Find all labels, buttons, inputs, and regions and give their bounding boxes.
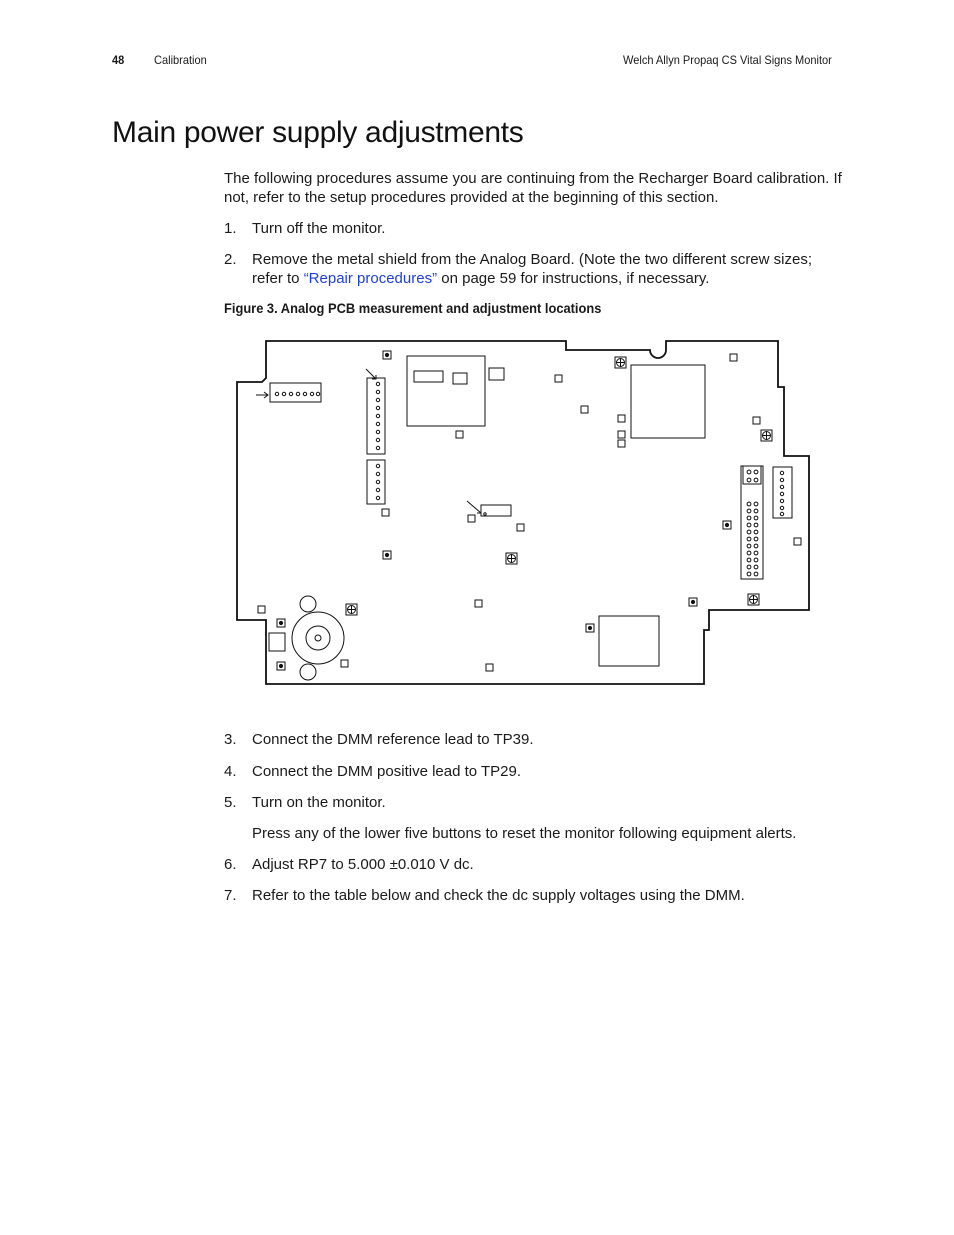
buzzer-component: [292, 596, 344, 680]
rp7-potentiometer: [481, 505, 511, 516]
connector-j4: [741, 466, 763, 579]
step-number: 1.: [224, 220, 237, 237]
arrow-rp7: [467, 501, 481, 513]
mounting-screws: [346, 357, 772, 615]
figure-caption: Figure 3. Analog PCB measurement and adjustment locations: [224, 300, 602, 316]
analog-pcb-diagram: [230, 336, 814, 690]
small-ic: [599, 616, 659, 666]
page-number: 48: [112, 53, 125, 67]
test-points-marked: [277, 351, 731, 670]
step-5-note: Press any of the lower five buttons to reset the monitor following equipment alerts.: [252, 825, 797, 842]
document-title: Welch Allyn Propaq CS Vital Signs Monitor: [623, 53, 832, 67]
step-text: Connect the DMM positive lead to TP29.: [252, 763, 522, 780]
intro-paragraph: The following procedures assume you are continuing from the Recharger Board calibration. If not, refer to the setup procedures provided at the beginning of this section.: [224, 170, 842, 206]
step-number: 2.: [224, 251, 237, 268]
step-text: [252, 250, 844, 288]
step-text-after: on page 59 for instructions, if necessary.: [437, 270, 710, 287]
step-text: Turn on the monitor.: [252, 794, 386, 811]
connector-j1-pins: [275, 392, 319, 395]
shielded-block: [407, 356, 485, 426]
step-number: 3.: [224, 731, 237, 748]
arrow-j1: [256, 392, 268, 398]
step-text: Turn off the monitor.: [252, 220, 386, 237]
step-number: 5.: [224, 794, 237, 811]
step-number: 6.: [224, 856, 237, 873]
step-text: Refer to the table below and check the dc supply voltages using the DMM.: [252, 887, 745, 904]
pcb-outline: [237, 341, 809, 684]
repair-procedures-link[interactable]: “Repair procedures”: [303, 270, 438, 287]
step-text: Adjust RP7 to 5.000 ±0.010 V dc.: [252, 856, 474, 873]
step-text: Connect the DMM reference lead to TP39.: [252, 731, 534, 748]
section-name: Calibration: [154, 53, 207, 67]
large-ic: [631, 365, 705, 438]
step-number: 7.: [224, 887, 237, 904]
page-title: Main power supply adjustments: [112, 116, 524, 149]
step-text-before: Remove the metal shield from the Analog Board. (Note the two different screw sizes; refer to: [252, 251, 812, 287]
step-number: 4.: [224, 763, 237, 780]
